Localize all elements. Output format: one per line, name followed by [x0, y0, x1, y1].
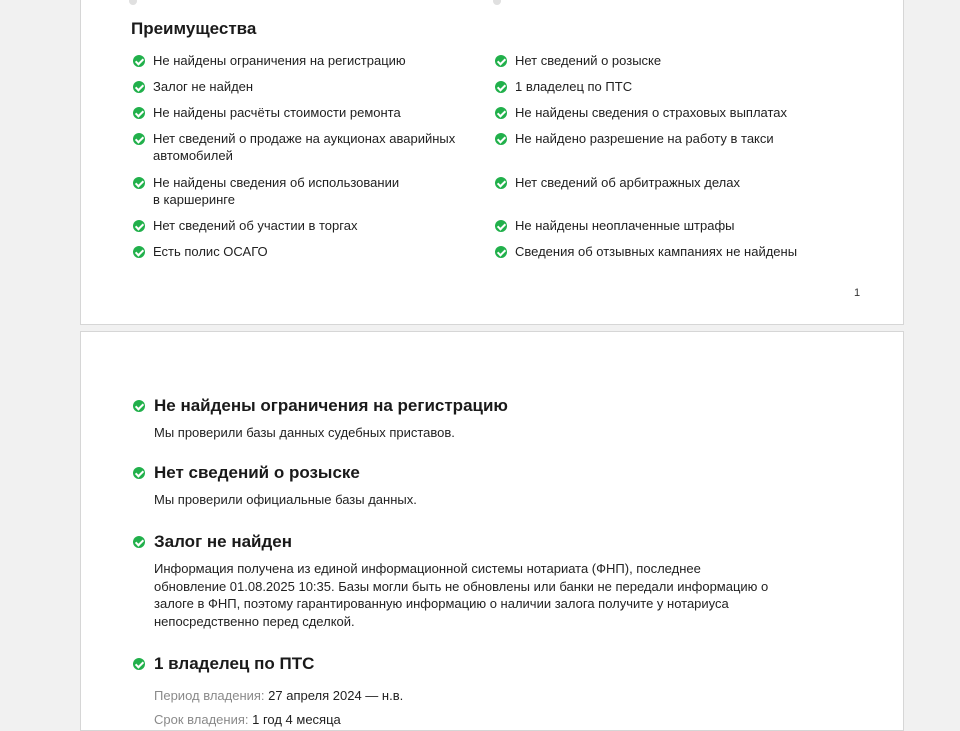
check-section: [133, 654, 833, 674]
advantage-item: Не найдены расчёты стоимости ремонта: [133, 104, 401, 121]
ownership-period: [154, 688, 403, 703]
report-page-1: [80, 0, 904, 325]
advantage-item: Не найдены неоплаченные штрафы: [495, 217, 735, 234]
section-title: Нет сведений о розыске: [154, 463, 360, 482]
check-icon: [495, 107, 507, 119]
check-icon: [495, 246, 507, 258]
check-icon: [495, 177, 507, 189]
period-value: 27 апреля 2024 — н.в.: [268, 688, 404, 703]
check-icon: [133, 536, 145, 548]
check-icon: [495, 55, 507, 67]
page-number: 1: [854, 287, 861, 299]
advantage-item: Не найдены сведения о страховых выплатах: [495, 104, 787, 121]
decorative-dot: [493, 0, 501, 5]
check-icon: [133, 246, 145, 258]
section-body: Мы проверили официальные базы данных.: [154, 492, 417, 507]
check-icon: [133, 133, 145, 145]
advantage-item: Нет сведений об участии в торгах: [133, 217, 357, 234]
duration-label: Срок владения:: [154, 712, 249, 727]
check-section: [133, 463, 833, 509]
advantage-item: Нет сведений о продаже на аукционах аварийных автомобилей: [133, 130, 455, 164]
check-icon: [133, 177, 145, 189]
advantage-item: Не найдены ограничения на регистрацию: [133, 52, 406, 69]
check-icon: [495, 133, 507, 145]
advantage-item: Не найдено разрешение на работу в такси: [495, 130, 774, 147]
check-section: [133, 396, 833, 442]
advantage-item: Сведения об отзывных кампаниях не найдены: [495, 243, 797, 260]
duration-value: 1 год 4 месяца: [252, 712, 341, 727]
check-icon: [495, 220, 507, 232]
advantages-title: Преимущества: [131, 19, 257, 38]
advantage-item: Есть полис ОСАГО: [133, 243, 268, 260]
decorative-dot: [129, 0, 137, 5]
section-body: Мы проверили базы данных судебных приставов.: [154, 425, 455, 440]
check-icon: [133, 658, 145, 670]
report-page-2: [80, 331, 904, 731]
section-title: Залог не найден: [154, 532, 293, 551]
check-icon: [133, 220, 145, 232]
advantage-item: Залог не найден: [133, 78, 253, 95]
section-body: Информация получена из единой информационной системы нотариата (ФНП), последнее обновление 01.08.2025 10:35. Базы могли быть не обновлены или банки не передали информацию о залоге в ФНП, поэтому гарантированную информацию о наличии залога получите у нотариуса непосредственно перед сделкой.: [154, 561, 769, 629]
check-icon: [133, 400, 145, 412]
advantage-item: Не найдены сведения об использовании в каршеринге: [133, 174, 399, 208]
check-icon: [133, 81, 145, 93]
advantage-item: 1 владелец по ПТС: [495, 78, 632, 95]
section-title: Не найдены ограничения на регистрацию: [154, 396, 508, 415]
advantage-item: Нет сведений о розыске: [495, 52, 661, 69]
advantage-item: Нет сведений об арбитражных делах: [495, 174, 740, 191]
check-icon: [495, 81, 507, 93]
check-icon: [133, 107, 145, 119]
check-section: [133, 532, 833, 630]
check-icon: [133, 467, 145, 479]
check-icon: [133, 55, 145, 67]
section-title: 1 владелец по ПТС: [154, 654, 315, 673]
period-label: Период владения:: [154, 688, 265, 703]
